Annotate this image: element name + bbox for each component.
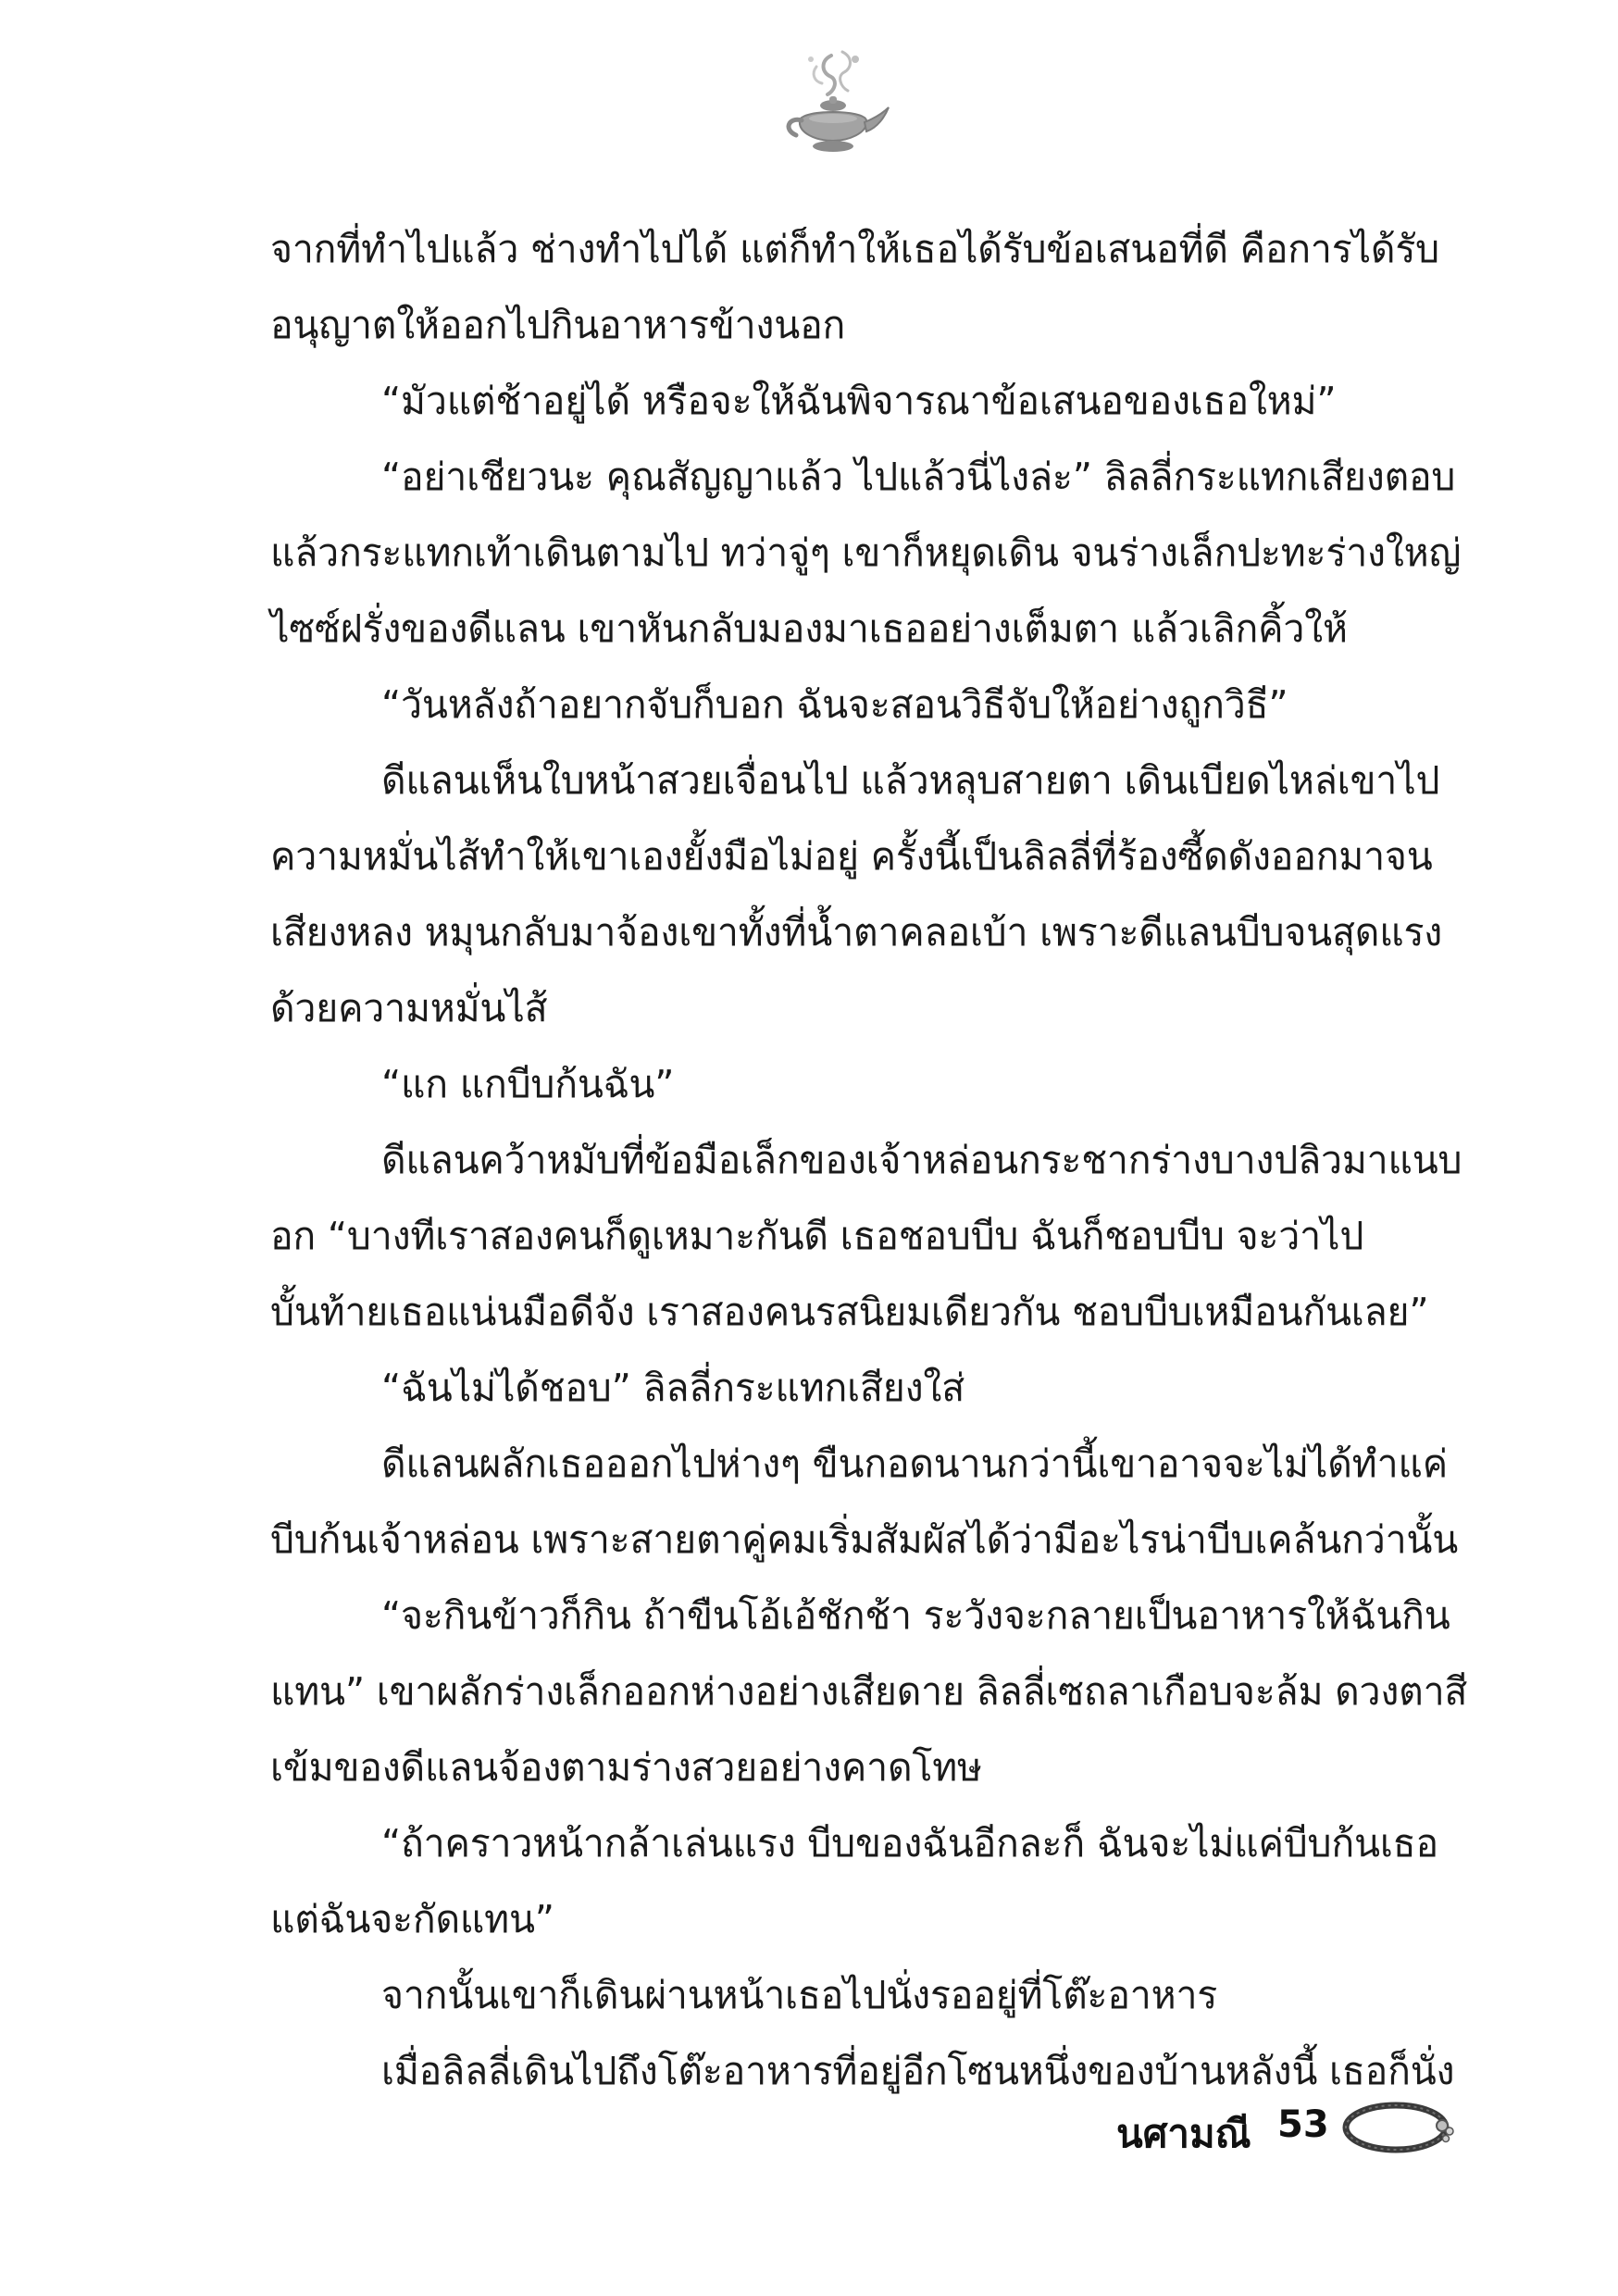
bracelet-icon <box>1338 2090 1457 2165</box>
story-text <box>270 211 1474 2109</box>
paragraph: “มัวแต่ช้าอยู่ได้ หรือจะให้ฉันพิจารณาข้อเสนอของเธอใหม่” <box>381 379 1337 423</box>
paragraph: เมื่อลิลลี่เดินไปถึงโต๊ะอาหารที่อยู่อีกโซนหนึ่งของบ้านหลังนี้ เธอก็นั่ง <box>381 2049 1455 2093</box>
paragraph: ดีแลนคว้าหมับที่ข้อมือเล็กของเจ้าหล่อนกระชากร่างบางปลิวมาแนบอก “บางทีเราสองคนก็ดูเหมาะกันดี เธอชอบบีบ ฉันก็ชอบบีบ จะว่าไปบั้นท้ายเธอแน่นมือดีจัง เราสองคนรสนิยมเดียวกัน ชอบบีบเหมือนกันเลย” <box>270 1138 1462 1334</box>
genie-lamp-icon <box>774 48 894 168</box>
paragraph: “อย่าเชียวนะ คุณสัญญาแล้ว ไปแล้วนี่ไงล่ะ” ลิลลี่กระแทกเสียงตอบแล้วกระแทกเท้าเดินตามไป ทว่าจู่ๆ เขาก็หยุดเดิน จนร่างเล็กปะทะร่างใหญ่ไซซ์ฝรั่งของดีแลน เขาหันกลับมองมาเธออย่างเต็มตา แล้วเลิกคิ้วให้ <box>270 455 1462 651</box>
page-number: 53 <box>1277 2103 1329 2146</box>
paragraph: ดีแลนผลักเธอออกไปห่างๆ ขืนกอดนานกว่านี้เขาอาจจะไม่ได้ทำแค่บีบก้นเจ้าหล่อน เพราะสายตาคู่คมเริ่มสัมผัสได้ว่ามีอะไรน่าบีบเคล้นกว่านั้น <box>270 1441 1459 1562</box>
paragraph: “ฉันไม่ได้ชอบ” ลิลลี่กระแทกเสียงใส่ <box>381 1366 965 1410</box>
paragraph: จากที่ทำไปแล้ว ช่างทำไปได้ แต่ก็ทำให้เธอได้รับข้อเสนอที่ดี คือการได้รับอนุญาตให้ออกไปกินอาหารข้างนอก <box>270 227 1440 347</box>
paragraph: ดีแลนเห็นใบหน้าสวยเจื่อนไป แล้วหลุบสายตา เดินเบียดไหล่เขาไปความหมั่นไส้ทำให้เขาเองยั้งมือไม่อยู่ ครั้งนี้เป็นลิลลี่ที่ร้องซี้ดดังออกมาจนเสียงหลง หมุนกลับมาจ้องเขาทั้งที่น้ำตาคลอเบ้า เพราะดีแลนบีบจนสุดแรงด้วยความหมั่นไส้ <box>270 758 1443 1030</box>
paragraph: “ถ้าคราวหน้ากล้าเล่นแรง บีบของฉันอีกละก็ ฉันจะไม่แค่บีบก้นเธอแต่ฉันจะกัดแทน” <box>270 1821 1438 1941</box>
page-footer <box>1092 2090 1481 2165</box>
paragraph: “แก แกบีบก้นฉัน” <box>381 1062 675 1106</box>
paragraph: “จะกินข้าวก็กิน ถ้าขืนโอ้เอ้ชักช้า ระวังจะกลายเป็นอาหารให้ฉันกินแทน” เขาผลักร่างเล็กออกห่างอย่างเสียดาย ลิลลี่เซถลาเกือบจะล้ม ดวงตาสีเข้มของดีแลนจ้องตามร่างสวยอย่างคาดโทษ <box>270 1593 1468 1790</box>
paragraph: จากนั้นเขาก็เดินผ่านหน้าเธอไปนั่งรออยู่ที่โต๊ะอาหาร <box>381 1973 1218 2017</box>
book-title: นศามณี <box>1116 2111 1251 2156</box>
paragraph: “วันหลังถ้าอยากจับก็บอก ฉันจะสอนวิธีจับให้อย่างถูกวิธี” <box>381 682 1288 727</box>
